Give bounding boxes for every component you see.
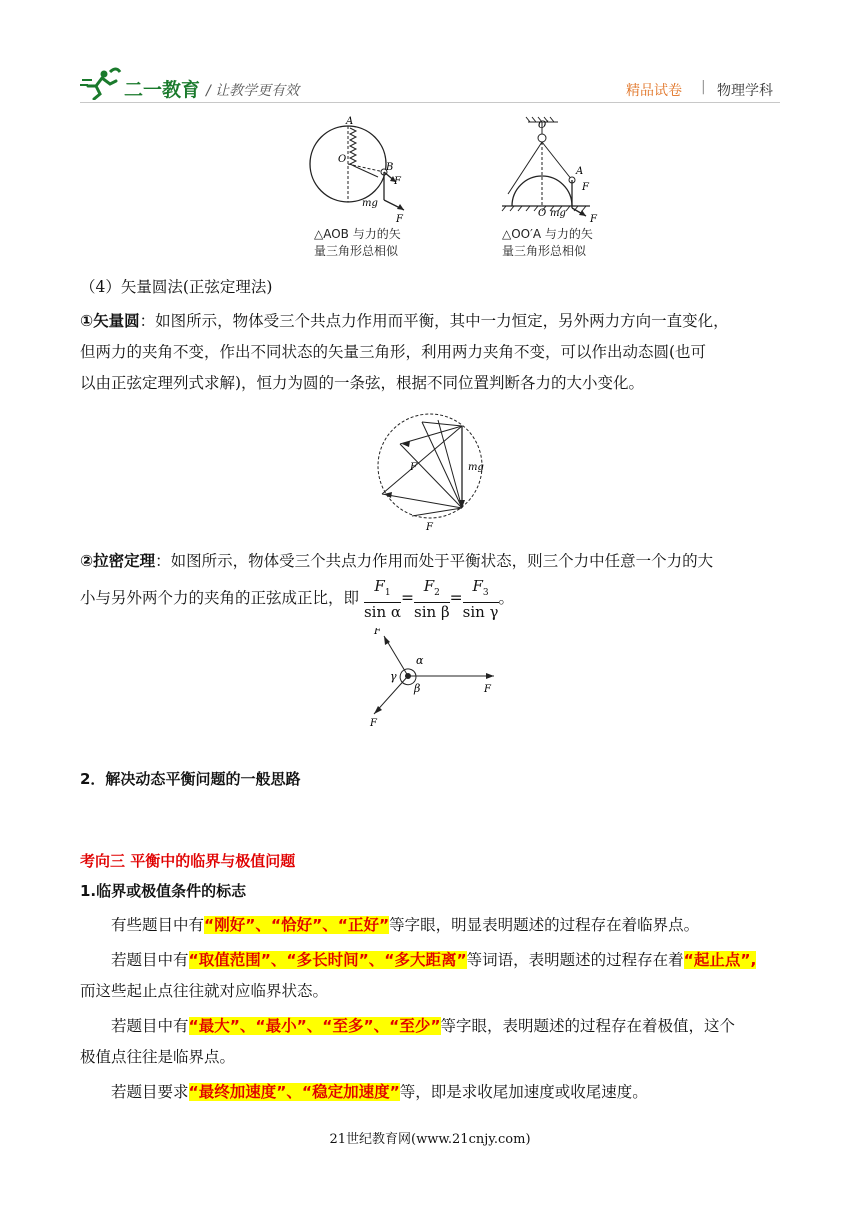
label-fn2: F	[590, 214, 597, 224]
section4-paragraph-1: ①矢量圆：如图所示，物体受三个共点力作用而平衡，其中一力恒定，另外两力方向一直变化， 但两力的夹角不变，作出不同状态的矢量三角形，利用两力夹角不变，可以作出动态圆(也可 以由正弦定理列式求解)，恒力为圆的一条弦，根据不同位置判断各力的大小变化。	[80, 312, 729, 392]
formula-term-1: $\frac{F_1}{\text{sin α}}$	[363, 577, 402, 621]
label-b: B	[386, 162, 394, 173]
formula-term-2: $\frac{F_2}{\text{sin β}}$	[414, 577, 450, 621]
section3-title: 考向三 平衡中的临界与极值问题	[80, 852, 296, 870]
footer: 21世纪教育网(www.21cnjy.com)	[329, 1132, 531, 1147]
highlight-2: “取值范围”、“多长时间”、“多大距离”	[188, 951, 467, 969]
runner-logo-icon	[80, 66, 124, 100]
section3-paragraphs	[80, 910, 785, 1108]
figure-lami-forces	[364, 628, 514, 732]
formula-term-3: $\frac{F_3}{\text{sin γ}}$	[462, 577, 499, 621]
section4-paragraph-2: ②拉密定理：如图所示，物体受三个共点力作用而处于平衡状态，则三个力中任意一个力的大 小与另外两个力的夹角的正弦成正比，即 $\frac{F_1}{\text{sin α}}$ = $\frac{F_2}{\text{sin β}}$ = $\frac{F_3}{\text{sin γ}}$ 。	[80, 552, 714, 621]
header-divider	[80, 102, 780, 103]
label-o2: O	[538, 208, 547, 219]
figure-vector-circle	[372, 408, 492, 536]
section3-sub1: 1.临界或极值条件的标志	[80, 882, 247, 900]
label-f1-circle: F	[426, 522, 433, 533]
highlight-5: “最终加速度”、“稳定加速度”	[188, 1083, 400, 1101]
label-alpha: α	[416, 654, 424, 667]
section4-title: （4）矢量圆法(正弦定理法)	[80, 278, 273, 296]
figure-sphere-spring	[300, 112, 430, 232]
lami-theorem-label: ②拉密定理	[80, 552, 156, 570]
label-beta: β	[414, 682, 421, 695]
vector-circle-label: ①矢量圆	[80, 312, 140, 330]
highlight-3: “起止点”,	[683, 951, 757, 969]
para-3: 若题目中有“最大”、“最小”、“至多”、“至少”等字眼，表明题述的过程存在着极值，这个 极值点往往是临界点。	[80, 1017, 736, 1066]
label-f2-circle: F	[410, 462, 417, 473]
para-4: 若题目要求“最终加速度”、“稳定加速度”等，即是求收尾加速度或收尾速度。	[111, 1083, 648, 1101]
label-f1-lami: F	[370, 718, 377, 729]
label-o-prime: O′	[538, 120, 549, 131]
label-ft: F	[394, 176, 401, 187]
para-2: 若题目中有“取值范围”、“多长时间”、“多大距离”等词语，表明题述的过程存在着“起止点”, 而这些起止点往往就对应临界状态。	[80, 951, 757, 1000]
label-a: A	[346, 116, 354, 127]
label-fn: F	[396, 214, 403, 225]
figure-pulley-hemisphere	[498, 116, 618, 224]
header-separator: |	[701, 79, 706, 95]
label-f2-lami: F	[374, 628, 381, 637]
label-gamma: γ	[390, 670, 397, 683]
caption-left-1: △AOB 与力的矢	[314, 227, 401, 241]
label-a2: A	[576, 166, 584, 177]
highlight-1: “刚好”、“恰好”、“正好”	[204, 916, 390, 934]
caption-right-1: △OO′A 与力的矢	[502, 227, 593, 241]
label-f3-lami: F	[484, 684, 491, 695]
header-label-subject: 物理学科	[717, 83, 773, 99]
section2-title: 2．解决动态平衡问题的一般思路	[80, 770, 301, 788]
header-label-exam: 精品试卷	[626, 83, 682, 99]
highlight-4: “最大”、“最小”、“至多”、“至少”	[188, 1017, 441, 1035]
caption-right-2: 量三角形总相似	[502, 244, 587, 258]
logo-text: 二一教育	[124, 79, 201, 101]
label-mg-circle: mg	[468, 462, 484, 473]
slogan: / 让教学更有效	[206, 83, 300, 99]
label-ft2: F	[582, 182, 589, 193]
para-1: 有些题目中有“刚好”、“恰好”、“正好”等字眼，明显表明题述的过程存在着临界点。	[111, 916, 700, 934]
label-mg: mg	[362, 198, 378, 209]
label-o: O	[338, 154, 347, 165]
label-mg2: mg	[550, 208, 566, 219]
caption-left-2: 量三角形总相似	[314, 244, 399, 258]
